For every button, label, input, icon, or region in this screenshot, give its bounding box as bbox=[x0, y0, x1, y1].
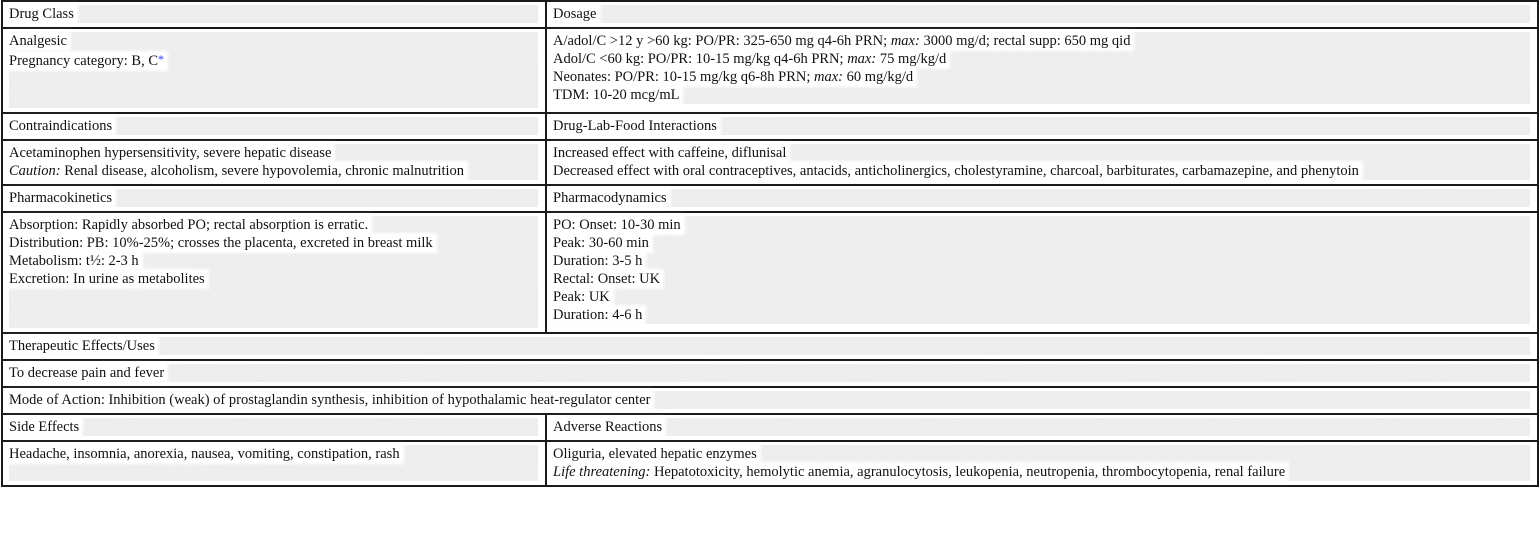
dosage-max-label: max: bbox=[814, 69, 844, 85]
pd-rectal-peak: Peak: UK bbox=[553, 289, 610, 305]
caution-label: Caution: bbox=[9, 163, 61, 179]
adverse-reactions-header-cell bbox=[546, 414, 1538, 441]
pd-po-onset: PO: Onset: 10-30 min bbox=[553, 217, 681, 233]
therapeutic-header: Therapeutic Effects/Uses bbox=[9, 338, 155, 354]
side-effects-header: Side Effects bbox=[9, 419, 80, 435]
pregnancy-category: Pregnancy category: B, C bbox=[9, 53, 158, 69]
dosage-line-text: Neonates: PO/PR: 10-15 mg/kg q6-8h PRN; bbox=[553, 69, 815, 85]
dosage-line-text: TDM: 10-20 mcg/mL bbox=[553, 87, 680, 103]
dosage-line-text: A/adol/C >12 y >60 kg: PO/PR: 325-650 mg q4-6h PRN; bbox=[553, 33, 891, 49]
row-pk-pd-content bbox=[2, 212, 1538, 333]
pharmacokinetics-header: Pharmacokinetics bbox=[9, 190, 113, 206]
pk-metabolism: Metabolism: t½: 2-3 h bbox=[9, 253, 139, 269]
row-drug-class-dosage-content bbox=[2, 28, 1538, 113]
contraindications-main: Acetaminophen hypersensitivity, severe hepatic disease bbox=[9, 145, 332, 161]
row-side-adverse-header bbox=[2, 414, 1538, 441]
pharmacokinetics-content-cell bbox=[2, 212, 546, 333]
caution-text: Renal disease, alcoholism, severe hypovolemia, chronic malnutrition bbox=[60, 163, 465, 179]
row-pk-pd-header bbox=[2, 185, 1538, 212]
pd-po-duration: Duration: 3-5 h bbox=[553, 253, 643, 269]
pharmacodynamics-header: Pharmacodynamics bbox=[553, 190, 667, 206]
dosage-lines bbox=[553, 32, 1530, 104]
life-threatening-label: Life threatening: bbox=[553, 464, 651, 480]
pk-excretion: Excretion: In urine as metabolites bbox=[9, 271, 205, 287]
dosage-max-value: 75 mg/kg/d bbox=[876, 51, 947, 67]
dosage-content-cell bbox=[546, 28, 1538, 113]
therapeutic-header-cell bbox=[2, 333, 1538, 360]
row-mode-of-action bbox=[2, 387, 1538, 414]
row-contra-interactions-content bbox=[2, 140, 1538, 185]
interactions-header-cell bbox=[546, 113, 1538, 140]
pk-absorption: Absorption: Rapidly absorbed PO; rectal absorption is erratic. bbox=[9, 217, 369, 233]
row-drug-class-dosage-header bbox=[2, 1, 1538, 28]
pharmacodynamics-content-cell bbox=[546, 212, 1538, 333]
adverse-reactions-content-cell bbox=[546, 441, 1538, 486]
interactions-header: Drug-Lab-Food Interactions bbox=[553, 118, 717, 134]
interaction-increased: Increased effect with caffeine, diflunisal bbox=[553, 145, 787, 161]
dosage-line bbox=[553, 68, 1530, 86]
dosage-header-cell bbox=[546, 1, 1538, 28]
side-effects-content-cell bbox=[2, 441, 546, 486]
row-therapeutic-uses bbox=[2, 360, 1538, 387]
pharmacodynamics-header-cell bbox=[546, 185, 1538, 212]
dosage-max-label: max: bbox=[890, 33, 920, 49]
mode-of-action-cell bbox=[2, 387, 1538, 414]
side-effects-header-cell bbox=[2, 414, 546, 441]
pharmacokinetics-header-cell bbox=[2, 185, 546, 212]
mode-of-action: Mode of Action: Inhibition (weak) of prostaglandin synthesis, inhibition of hypothalamic heat-regulator center bbox=[9, 392, 651, 408]
dosage-line bbox=[553, 86, 1530, 104]
pk-distribution: Distribution: PB: 10%-25%; crosses the placenta, excreted in breast milk bbox=[9, 235, 433, 251]
therapeutic-uses-cell bbox=[2, 360, 1538, 387]
pregnancy-footnote-marker[interactable]: * bbox=[158, 52, 164, 66]
drug-info-table bbox=[1, 0, 1539, 487]
dosage-max-label: max: bbox=[847, 51, 877, 67]
dosage-line bbox=[553, 32, 1530, 50]
life-threatening-text: Hepatotoxicity, hemolytic anemia, agranulocytosis, leukopenia, neutropenia, thrombocytopenia, renal failure bbox=[650, 464, 1286, 480]
drug-class-value: Analgesic bbox=[9, 33, 67, 49]
contraindications-header: Contraindications bbox=[9, 118, 113, 134]
dosage-line bbox=[553, 50, 1530, 68]
contraindications-content-cell bbox=[2, 140, 546, 185]
pd-po-peak: Peak: 30-60 min bbox=[553, 235, 649, 251]
adverse-reactions-header: Adverse Reactions bbox=[553, 419, 663, 435]
dosage-max-value: 60 mg/kg/d bbox=[843, 69, 914, 85]
row-side-adverse-content bbox=[2, 441, 1538, 486]
drug-class-header-cell bbox=[2, 1, 546, 28]
interactions-content-cell bbox=[546, 140, 1538, 185]
interaction-decreased: Decreased effect with oral contraceptives, antacids, anticholinergics, cholestyramine, charcoal, barbiturates, carbamazepine, and phenytoin bbox=[553, 163, 1359, 179]
drug-class-header: Drug Class bbox=[9, 6, 74, 22]
pd-rectal-onset: Rectal: Onset: UK bbox=[553, 271, 661, 287]
dosage-max-value: 3000 mg/d; rectal supp: 650 mg qid bbox=[919, 33, 1131, 49]
adverse-main: Oliguria, elevated hepatic enzymes bbox=[553, 446, 757, 462]
drug-class-content-cell bbox=[2, 28, 546, 113]
contraindications-header-cell bbox=[2, 113, 546, 140]
dosage-line-text: Adol/C <60 kg: PO/PR: 10-15 mg/kg q4-6h PRN; bbox=[553, 51, 848, 67]
therapeutic-uses: To decrease pain and fever bbox=[9, 365, 165, 381]
pd-rectal-duration: Duration: 4-6 h bbox=[553, 307, 643, 323]
side-effects-text: Headache, insomnia, anorexia, nausea, vomiting, constipation, rash bbox=[9, 446, 400, 462]
dosage-header: Dosage bbox=[553, 6, 597, 22]
row-contra-interactions-header bbox=[2, 113, 1538, 140]
row-therapeutic-header bbox=[2, 333, 1538, 360]
